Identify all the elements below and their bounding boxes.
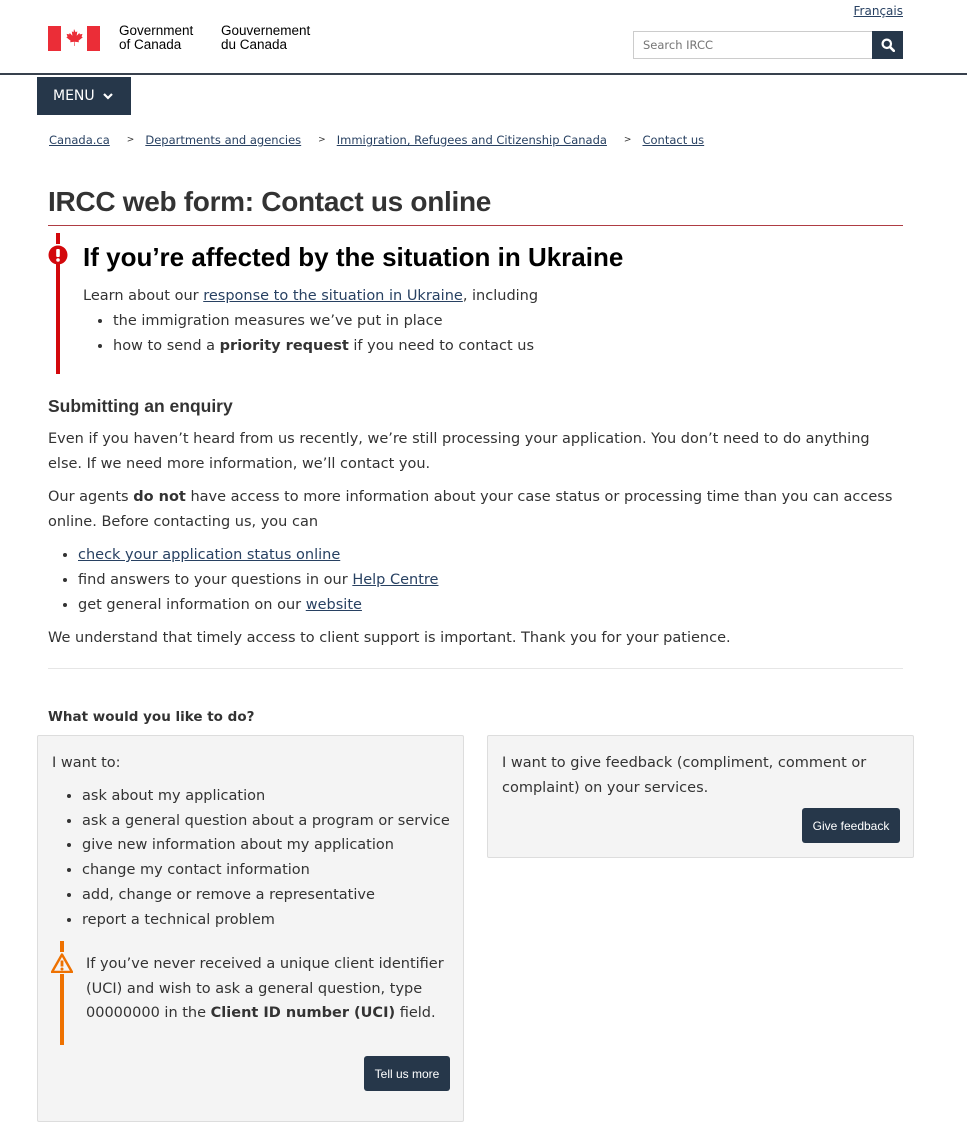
section-divider [48,668,903,669]
feedback-text: I want to give feedback (compliment, comment or complaint) on your services. [502,755,867,796]
wordmark-fr-line2: du Canada [221,37,288,52]
list-item [78,593,438,618]
alert-list [83,309,538,359]
alert-intro-suffix: , including [462,288,539,304]
enquiry-paragraph-1: Even if you haven’t heard from us recently, we’re still processing your application. You don’t need to do anything else. If we need more information, we’ll contact you. [48,431,870,472]
section-heading-enquiry: Submitting an enquiry [48,396,233,416]
enquiry-closing: We understand that timely access to client support is important. Thank you for your patience. [48,630,731,646]
breadcrumb-departments[interactable]: Departments and agencies [145,133,302,147]
list-text: find answers to your questions in our [78,572,353,588]
check-status-link[interactable]: check your application status online [78,547,341,563]
alert-heading: If you’re affected by the situation in Ukraine [83,242,624,272]
list-item: • change my contact information [82,858,450,883]
canada-flag-icon [48,26,100,51]
priority-request-emphasis: priority request [219,338,349,354]
alert-intro-text: Learn about our [83,288,204,304]
para-text: have access to more information about your case status or processing time than you can access online. Before contacting us, you can [48,489,893,530]
before-contacting-list [48,543,438,618]
menu-label: MENU [53,88,95,104]
list-item: • report a technical problem [82,908,450,933]
uci-field-emphasis: Client ID number (UCI) [210,1005,396,1022]
enquiry-paragraph-2 [48,485,908,535]
gouvernement-du-canada-wordmark[interactable] [221,24,310,52]
ukraine-response-link[interactable]: response to the situation in Ukraine [203,288,463,304]
exclamation-circle-icon [48,244,68,264]
alert-body [83,284,538,359]
list-text: get general information on our [78,597,306,613]
list-item: • ask about my application [82,784,450,809]
wordmark-fr-line1: Gouvernement [221,23,311,38]
breadcrumb-separator: > [126,135,135,145]
language-toggle-link[interactable]: Français [853,4,903,18]
breadcrumb-separator: > [318,135,326,145]
feedback-panel [487,735,914,858]
search-button[interactable] [872,31,903,59]
menu-button[interactable] [37,77,131,115]
chevron-down-icon [103,92,113,100]
list-text: if you need to contact us [348,338,535,354]
breadcrumb-contact-us[interactable]: Contact us [642,133,705,147]
list-item [113,334,538,359]
government-of-canada-wordmark[interactable] [119,24,193,52]
list-item [78,543,438,568]
search-form [633,31,903,59]
panel-intro: I want to: [52,755,121,771]
warning-text: If you’ve never received a unique client identifier (UCI) and wish to ask a general question, type 00000000 in the [86,956,444,1022]
list-item: • ask a general question about a program or service [82,809,450,834]
alert-intro [83,284,538,309]
wordmark-en-line1: Government [119,23,194,38]
list-item: • the immigration measures we’ve put in place [113,309,538,334]
title-underline [48,225,903,226]
wordmark-en-line2: of Canada [119,37,182,52]
breadcrumb-separator: > [623,135,632,145]
enquiry-options-list [52,784,450,932]
list-item [78,568,438,593]
site-header [0,0,967,75]
tell-us-more-button[interactable]: Tell us more [364,1056,450,1091]
breadcrumb-canada-ca[interactable]: Canada.ca [49,133,110,147]
list-text: how to send a [113,338,220,354]
give-feedback-button[interactable]: Give feedback [802,808,900,843]
website-link[interactable]: website [305,597,362,613]
list-item: • add, change or remove a representative [82,883,450,908]
page-title: IRCC web form: Contact us online [48,186,492,217]
breadcrumb-ircc[interactable]: Immigration, Refugees and Citizenship Canada [336,133,607,147]
warning-triangle-icon [51,952,73,974]
breadcrumb [49,133,704,147]
search-input[interactable] [633,31,872,59]
para-text: Our agents [48,489,134,505]
list-item: • give new information about my application [82,833,450,858]
enquiry-panel [37,735,464,1122]
uci-warning-text [86,952,446,1026]
help-centre-link[interactable]: Help Centre [352,572,439,588]
warning-text: field. [395,1005,436,1022]
search-icon [881,38,895,52]
choices-heading: What would you like to do? [48,709,255,725]
do-not-emphasis: do not [133,489,186,505]
